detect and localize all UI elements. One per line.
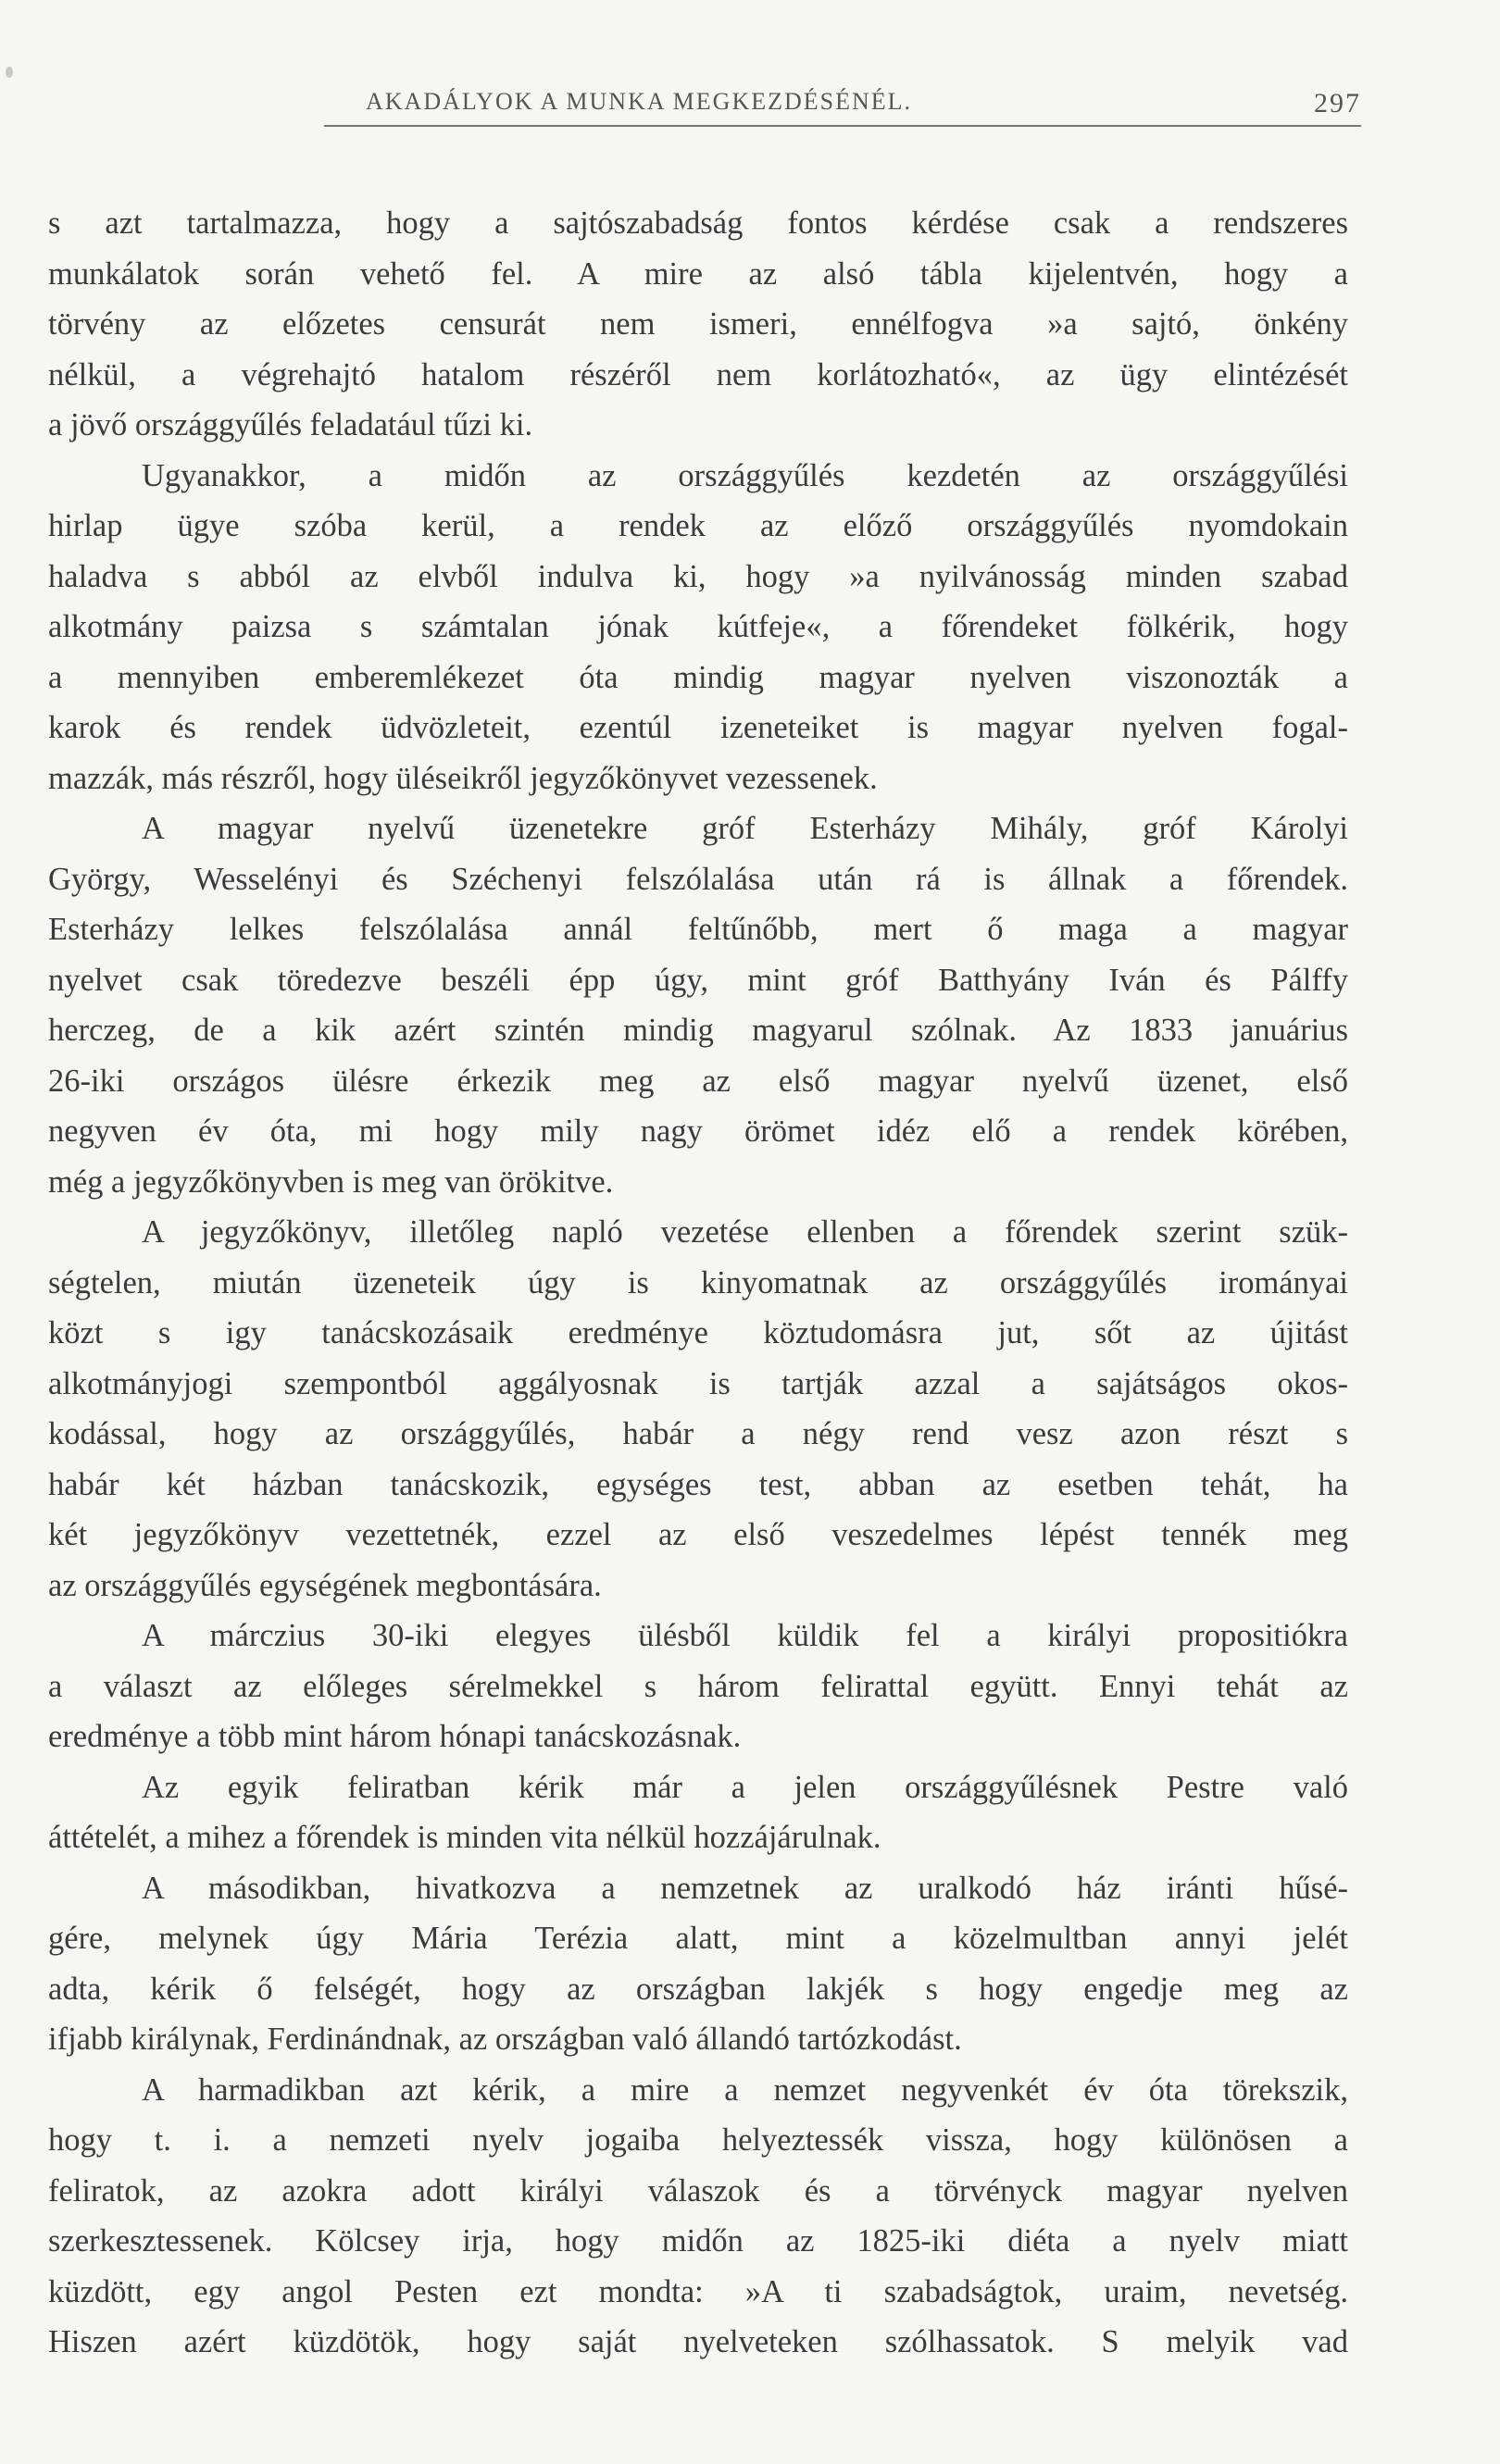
text-line: haladva s abból az elvből indulva ki, hogy »a nyilvánosság minden szabad [48, 558, 1348, 594]
text-line: szerkesztessenek. Kölcsey irja, hogy midőn az 1825-iki diéta a nyelv miatt [48, 2223, 1348, 2259]
text-line: Ugyanakkor, a midőn az országgyűlés kezdetén az országgyűlési [142, 457, 1348, 493]
text-line: a választ az előleges sérelmekkel s három felirattal együtt. Ennyi tehát az [48, 1668, 1348, 1704]
text-line: György, Wesselényi és Széchenyi felszólalása után rá is állnak a főrendek. [48, 861, 1348, 897]
text-line: adta, kérik ő felségét, hogy az országban lakjék s hogy engedje meg az [48, 1971, 1348, 2007]
text-line: A márczius 30-iki elegyes ülésből küldik fel a királyi propositiókra [142, 1618, 1348, 1653]
page-number: 297 [1314, 88, 1361, 118]
text-line: s azt tartalmazza, hogy a sajtószabadság fontos kérdése csak a rendszeres [48, 205, 1348, 241]
text-line: törvény az előzetes censurát nem ismeri, ennélfogva »a sajtó, önkény [48, 306, 1348, 342]
text-line: alkotmány paizsa s számtalan jónak kútfeje«, a főrendeket fölkérik, hogy [48, 609, 1348, 644]
text-line: mazzák, más részről, hogy üléseikről jegyzőkönyvet vezessenek. [48, 760, 878, 796]
text-line: Hiszen azért küzdötök, hogy saját nyelveteken szólhassatok. S melyik vad [48, 2324, 1348, 2359]
text-line: 26-iki országos ülésre érkezik meg az első magyar nyelvű üzenet, első [48, 1063, 1348, 1099]
text-line: még a jegyzőkönyvben is meg van örökitve. [48, 1164, 614, 1200]
text-line: a mennyiben emberemlékezet óta mindig magyar nyelven viszonozták a [48, 659, 1348, 695]
text-line: Esterházy lelkes felszólalása annál feltűnőbb, mert ő maga a magyar [48, 912, 1348, 947]
text-line: hogy t. i. a nemzeti nyelv jogaiba helyeztessék vissza, hogy különösen a [48, 2122, 1348, 2158]
text-line: ifjabb királynak, Ferdinándnak, az országban való állandó tartózkodást. [48, 2022, 962, 2057]
text-line: A harmadikban azt kérik, a mire a nemzet negyvenkét év óta törekszik, [142, 2072, 1348, 2108]
text-line: közt s igy tanácskozásaik eredménye köztudomásra jut, sőt az újitást [48, 1315, 1348, 1350]
text-line: nélkül, a végrehajtó hatalom részéről nem korlátozható«, az ügy elintézését [48, 356, 1348, 392]
margin-speck [6, 67, 13, 78]
text-line: A másodikban, hivatkozva a nemzetnek az uralkodó ház iránti hűsé- [142, 1870, 1348, 1906]
text-line: kodással, hogy az országgyűlés, habár a négy rend vesz azon részt s [48, 1416, 1348, 1451]
text-line: A jegyzőkönyv, illetőleg napló vezetése ellenben a főrendek szerint szük- [142, 1214, 1348, 1250]
text-line: A magyar nyelvű üzenetekre gróf Esterházy Mihály, gróf Károlyi [142, 811, 1348, 846]
text-line: Az egyik feliratban kérik már a jelen országgyűlésnek Pestre való [142, 1769, 1348, 1805]
text-line: eredménye a több mint három hónapi tanácskozásnak. [48, 1719, 742, 1754]
text-line: feliratok, az azokra adott királyi válaszok és a törvényck magyar nyelven [48, 2172, 1348, 2209]
text-line: negyven év óta, mi hogy mily nagy örömet idéz elő a rendek körében, [48, 1114, 1348, 1149]
text-line: a jövő országgyűlés feladatául tűzi ki. [48, 407, 533, 442]
text-line: gére, melynek úgy Mária Terézia alatt, mint a közelmultban annyi jelét [48, 1921, 1348, 1956]
text-line: ségtelen, miután üzeneteik úgy is kinyomatnak az országgyűlés irományai [48, 1264, 1348, 1300]
text-line: nyelvet csak töredezve beszéli épp úgy, mint gróf Batthyány Iván és Pálffy [48, 962, 1348, 998]
text-line: herczeg, de a kik azért szintén mindig magyarul szólnak. Az 1833 januárius [48, 1013, 1348, 1048]
running-title: AKADÁLYOK A MUNKA MEGKEZDÉSÉNÉL. [366, 88, 913, 115]
text-line: hirlap ügye szóba kerül, a rendek az előző országgyűlés nyomdokain [48, 508, 1348, 543]
body-text [48, 198, 1348, 2368]
text-line: karok és rendek üdvözleteit, ezentúl izeneteiket is magyar nyelven fogal- [48, 710, 1348, 745]
running-head [324, 88, 1361, 134]
text-line: az országgyűlés egységének megbontására. [48, 1567, 602, 1603]
text-line: küzdött, egy angol Pesten ezt mondta: »A ti szabadságtok, uraim, nevetség. [48, 2273, 1348, 2309]
text-line: áttételét, a mihez a főrendek is minden vita nélkül hozzájárulnak. [48, 1820, 881, 1855]
text-line: két jegyzőkönyv vezettetnék, ezzel az első veszedelmes lépést tennék meg [48, 1517, 1348, 1552]
text-line: munkálatok során vehető fel. A mire az alsó tábla kijelentvén, hogy a [48, 255, 1348, 292]
text-line: alkotmányjogi szempontból aggályosnak is tartják azzal a sajátságos okos- [48, 1365, 1348, 1401]
header-rule [324, 125, 1361, 127]
text-line: habár két házban tanácskozik, egységes test, abban az esetben tehát, ha [48, 1466, 1348, 1502]
